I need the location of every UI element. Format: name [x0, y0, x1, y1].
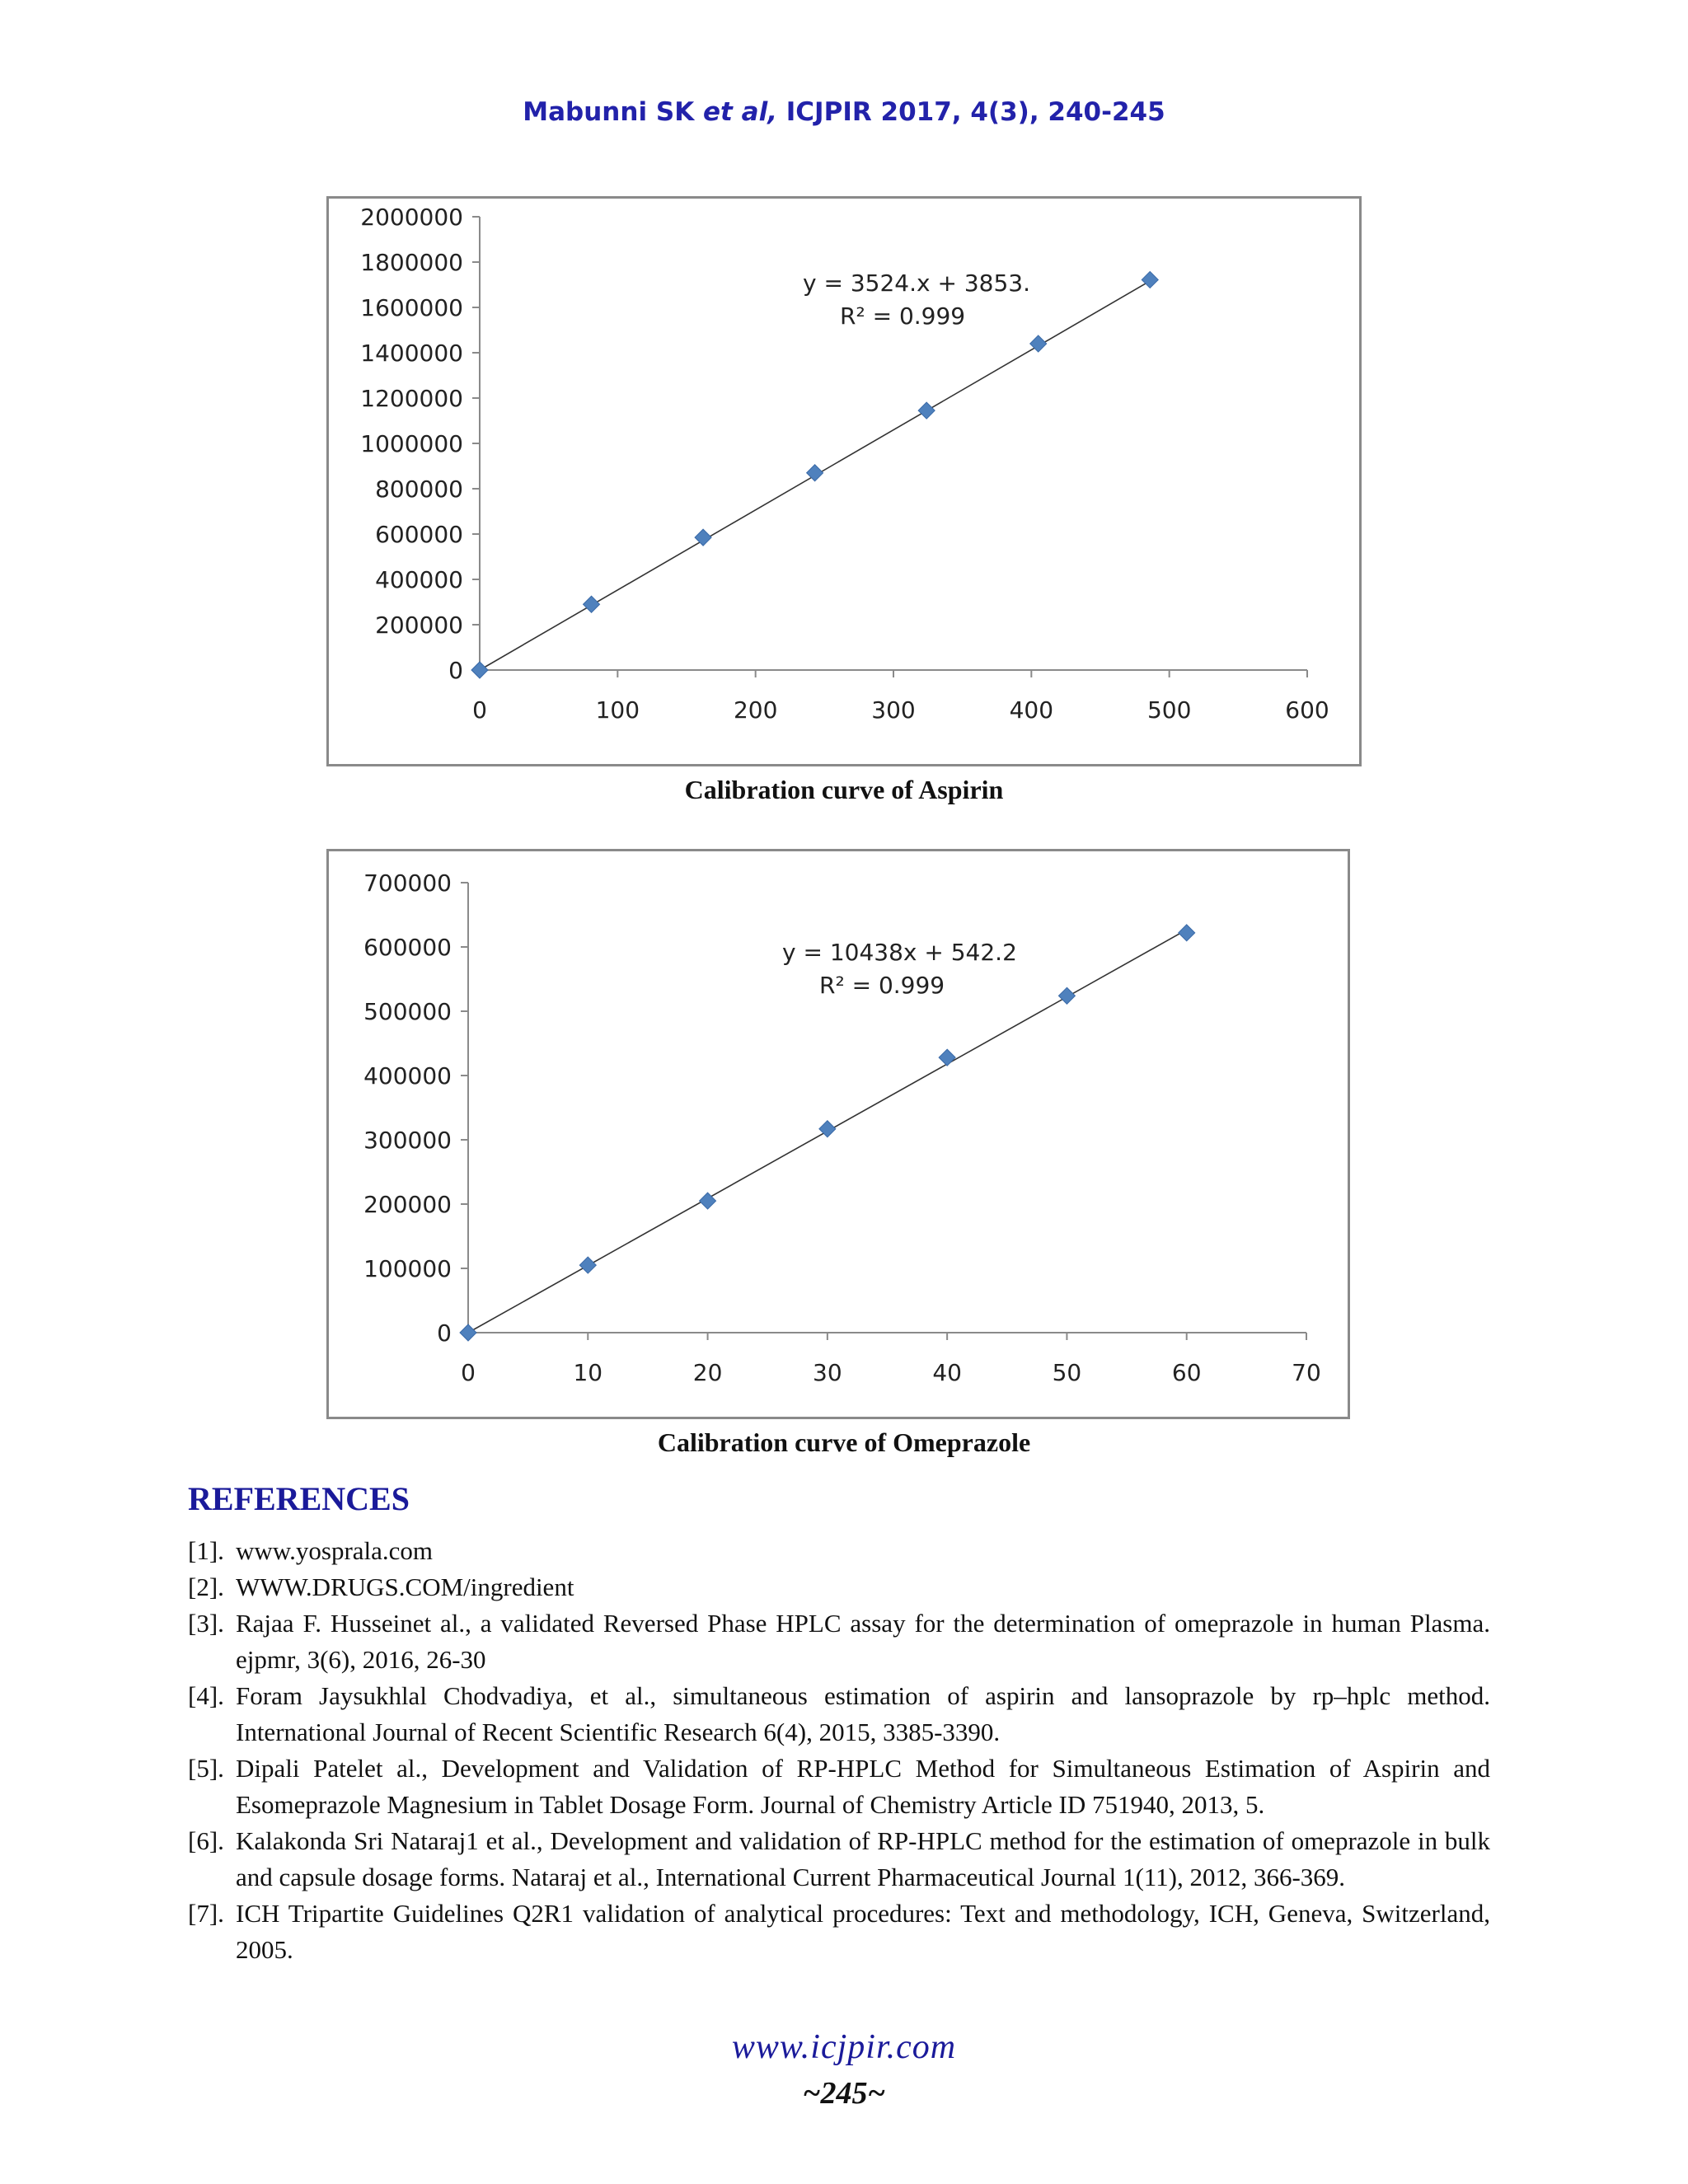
x-tick-label: 30 — [813, 1359, 842, 1386]
x-tick-label: 0 — [472, 696, 487, 724]
reference-text: ICH Tripartite Guidelines Q2R1 validation of analytical procedures: Text and methodology, ICH, Geneva, Switzerland, 2005. — [236, 1899, 1490, 1964]
x-tick-label: 300 — [871, 696, 916, 724]
reference-text: WWW.DRUGS.COM/ingredient — [236, 1572, 574, 1601]
y-tick-label: 1600000 — [360, 294, 463, 321]
data-point — [1058, 987, 1075, 1004]
x-tick-label: 100 — [595, 696, 640, 724]
reference-text: Kalakonda Sri Nataraj1 et al., Development and validation of RP-HPLC method for the estimation of omeprazole in bulk and capsule dosage forms. Nataraj et al., International Current Pharmaceutical Journal 1(11), 2012, 366-369. — [236, 1826, 1490, 1891]
x-tick-label: 600 — [1285, 696, 1329, 724]
reference-text: www.yosprala.com — [236, 1536, 434, 1565]
y-tick-label: 100000 — [363, 1255, 452, 1282]
aspirin-chart-caption: Calibration curve of Aspirin — [684, 775, 1004, 804]
omeprazole-chart-caption: Calibration curve of Omeprazole — [657, 1427, 1031, 1457]
reference-number: [2]. — [188, 1572, 224, 1601]
chart-plot-area — [329, 199, 1359, 764]
reference-item — [188, 1896, 1490, 1968]
x-tick-label: 70 — [1292, 1359, 1321, 1386]
header-authors: Mabunni SK — [523, 97, 704, 127]
reference-item — [188, 1750, 1490, 1823]
reference-item — [188, 1678, 1490, 1750]
chart-plot-area — [329, 851, 1348, 1417]
data-point — [1179, 925, 1195, 941]
aspirin-calibration-chart — [326, 196, 1362, 766]
y-tick-label: 200000 — [363, 1191, 452, 1218]
x-tick-label: 0 — [461, 1359, 476, 1386]
y-tick-label: 1200000 — [360, 385, 463, 412]
y-tick-label: 1000000 — [360, 430, 463, 457]
reference-item — [188, 1533, 1490, 1569]
omeprazole-calibration-chart — [326, 849, 1350, 1419]
reference-text: Foram Jaysukhlal Chodvadiya, et al., simultaneous estimation of aspirin and lansoprazole by rp–hplc method. International Journal of Recent Scientific Research 6(4), 2015, 3385-3390. — [236, 1681, 1490, 1746]
data-point — [1142, 271, 1158, 288]
y-tick-label: 200000 — [375, 612, 463, 639]
running-header — [0, 97, 1688, 127]
x-tick-label: 10 — [573, 1359, 603, 1386]
data-point — [939, 1049, 955, 1066]
y-tick-label: 1800000 — [360, 249, 463, 276]
x-tick-label: 200 — [733, 696, 778, 724]
y-tick-label: 600000 — [363, 934, 452, 961]
y-tick-label: 600000 — [375, 521, 463, 548]
y-tick-label: 0 — [437, 1319, 452, 1347]
y-tick-label: 300000 — [363, 1127, 452, 1154]
data-point — [918, 402, 935, 419]
reference-item — [188, 1605, 1490, 1678]
reference-number: [5]. — [188, 1754, 224, 1783]
reference-number: [7]. — [188, 1899, 224, 1928]
x-tick-label: 500 — [1146, 696, 1192, 724]
header-etal: et al, — [703, 97, 777, 127]
header-journal: ICJPIR 2017, 4(3), 240-245 — [776, 97, 1165, 127]
y-tick-label: 500000 — [363, 998, 452, 1025]
y-tick-label: 2000000 — [360, 204, 463, 231]
footer-page-number: ~245~ — [802, 2076, 886, 2111]
y-tick-label: 400000 — [375, 566, 463, 593]
reference-number: [1]. — [188, 1536, 224, 1565]
x-tick-label: 400 — [1009, 696, 1054, 724]
x-tick-label: 40 — [932, 1359, 962, 1386]
references-list — [188, 1533, 1490, 1968]
r-squared-label: R² = 0.999 — [819, 972, 945, 999]
reference-number: [6]. — [188, 1826, 224, 1855]
references-heading: REFERENCES — [188, 1480, 410, 1517]
reference-number: [3]. — [188, 1609, 224, 1638]
trendline-equation: y = 10438x + 542.2 — [782, 939, 1017, 966]
reference-item — [188, 1569, 1490, 1605]
data-point — [471, 662, 488, 678]
y-tick-label: 400000 — [363, 1062, 452, 1090]
x-tick-label: 50 — [1052, 1359, 1082, 1386]
footer-website: www.icjpir.com — [731, 2028, 957, 2066]
data-point — [460, 1324, 476, 1341]
x-tick-label: 60 — [1171, 1359, 1202, 1386]
data-point — [584, 596, 600, 612]
y-tick-label: 0 — [448, 657, 463, 684]
reference-item — [188, 1823, 1490, 1896]
trendline-equation: y = 3524.x + 3853. — [803, 269, 1030, 297]
reference-number: [4]. — [188, 1681, 224, 1710]
reference-text: Rajaa F. Husseinet al., a validated Reversed Phase HPLC assay for the determination of omeprazole in human Plasma. ejpmr, 3(6), 2016, 26-30 — [236, 1609, 1490, 1674]
r-squared-label: R² = 0.999 — [840, 302, 966, 330]
y-tick-label: 700000 — [363, 869, 452, 897]
reference-text: Dipali Patelet al., Development and Validation of RP-HPLC Method for Simultaneous Estimation of Aspirin and Esomeprazole Magnesium in Tablet Dosage Form. Journal of Chemistry Article ID 751940, 2013, 5. — [236, 1754, 1490, 1819]
y-tick-label: 1400000 — [360, 340, 463, 367]
y-tick-label: 800000 — [375, 476, 463, 503]
data-point — [579, 1257, 596, 1273]
x-tick-label: 20 — [692, 1359, 723, 1386]
